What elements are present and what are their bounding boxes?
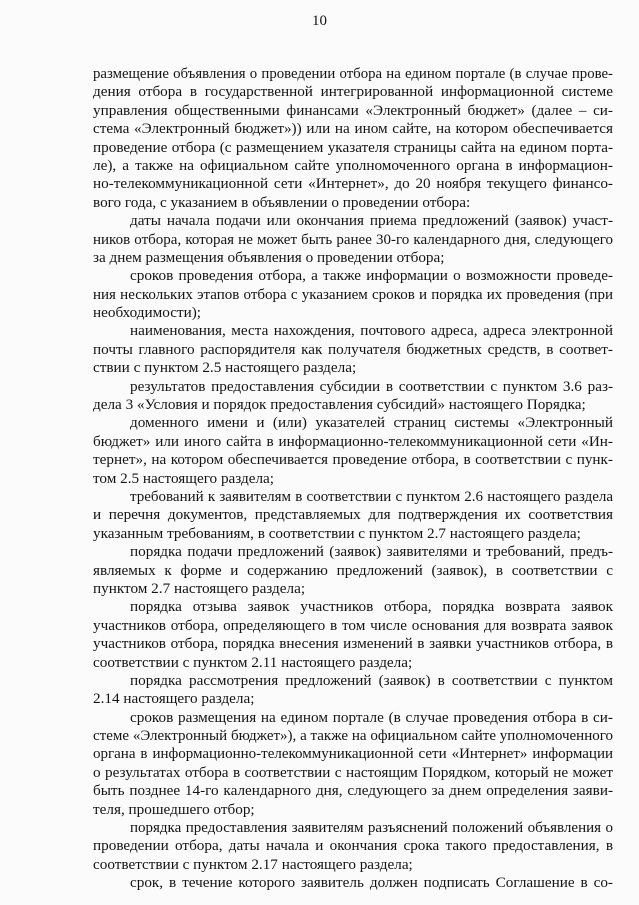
paragraph-first-line: сроков размещения на едином портале (в случае проведения отбора в си- bbox=[130, 708, 613, 726]
text-line: размещение объявления о проведении отбора на едином портале (в случае прове- bbox=[93, 66, 613, 82]
text-line: ния нескольких этапов отбора с указанием сроков и порядка их проведения (при bbox=[93, 286, 613, 303]
text-line: указанным требованиям, в соответствии с пунктом 2.7 настоящего раздела; bbox=[93, 524, 581, 542]
text-line: дела 3 «Условия и порядок предоставления субсидий» настоящего Порядка; bbox=[93, 396, 586, 414]
text-line: том 2.5 настоящего раздела; bbox=[93, 469, 275, 487]
text-line: являемых к форме и содержанию предложений (заявок), в соответствии с bbox=[93, 561, 613, 579]
paragraph-first-line: срок, в течение которого заявитель должен подписать Соглашение в со- bbox=[130, 874, 613, 892]
paragraph-first-line: даты начала подачи или окончания приема предложений (заявок) участ- bbox=[130, 212, 613, 230]
text-line: участников отбора, определяющего в том числе основания для возврата заявок bbox=[93, 616, 613, 634]
body-text bbox=[93, 65, 613, 893]
text-line: управления общественными финансами «Электронный бюджет» (далее – си- bbox=[93, 101, 613, 119]
text-line: тернет», на котором обеспечивается проведение отбора, в соответствии с пунк- bbox=[93, 451, 613, 469]
text-line: за днем размещения объявления о проведении отбора; bbox=[93, 248, 445, 266]
paragraph-first-line: наименования, места нахождения, почтового адреса, адреса электронной bbox=[130, 322, 613, 340]
text-line: вого года, с указанием в объявлении о проведении отбора: bbox=[93, 193, 471, 211]
text-line: органа в информационно-телекоммуникационной сети «Интернет» информации bbox=[93, 746, 613, 763]
paragraph-first-line: порядка рассмотрения предложений (заявок) в соответствии с пунктом bbox=[130, 671, 613, 689]
text-line: дения отбора в государственной интегрированной информационной системе bbox=[93, 83, 613, 101]
text-line: бюджет» или иного сайта в информационно-телекоммуникационной сети «Ин- bbox=[93, 432, 613, 450]
text-line: проведение отбора (с размещением указателя страницы сайта на едином порта- bbox=[93, 138, 613, 156]
paragraph-first-line: сроков проведения отбора, а также информации о возможности проведе- bbox=[130, 267, 613, 285]
text-line: почты главного распорядителя как получателя бюджетных средств, в соответ- bbox=[93, 340, 613, 358]
text-line: ле), а также на официальном сайте уполномоченного органа в информацион- bbox=[93, 156, 613, 174]
paragraph-first-line: доменного имени и (или) указателей страниц системы «Электронный bbox=[130, 414, 613, 432]
text-line: стеме «Электронный бюджет»), а также на официальном сайте уполномоченного bbox=[93, 728, 613, 745]
text-line: участников отбора, порядка внесения изменений в заявки участников отбора, в bbox=[93, 635, 613, 653]
paragraph-first-line: результатов предоставления субсидии в соответствии с пунктом 3.6 раз- bbox=[130, 377, 613, 395]
text-line: стема «Электронный бюджет»)) или на ином сайте, на котором обеспечивается bbox=[93, 120, 613, 138]
text-line: соответствии с пунктом 2.17 настоящего раздела; bbox=[93, 855, 413, 873]
paragraph-first-line: порядка подачи предложений (заявок) заявителями и требований, предъ- bbox=[130, 543, 613, 561]
text-line: быть позднее 14-го календарного дня, следующего за днем определения заяви- bbox=[93, 782, 613, 800]
paragraph-first-line: порядка предоставления заявителям разъяснений положений объявления о bbox=[130, 820, 613, 837]
page-number: 10 bbox=[312, 13, 327, 29]
text-line: теля, прошедшего отбор; bbox=[93, 800, 255, 818]
text-line: ствии с пунктом 2.5 настоящего раздела; bbox=[93, 359, 357, 377]
text-line: о результатах отбора в соответствии с настоящим Порядком, который не может bbox=[93, 763, 613, 781]
text-line: но-телекоммуникационной сети «Интернет», до 20 ноября текущего финансо- bbox=[93, 175, 613, 193]
text-line: соответствии с пунктом 2.11 настоящего раздела; bbox=[93, 653, 413, 671]
text-line: необходимости); bbox=[93, 304, 202, 322]
text-line: и перечня документов, представляемых для подтверждения их соответствия bbox=[93, 506, 613, 524]
text-line: 2.14 настоящего раздела; bbox=[93, 690, 255, 708]
paragraph-first-line: требований к заявителям в соответствии с пунктом 2.6 настоящего раздела bbox=[130, 488, 613, 505]
text-line: проведении отбора, даты начала и окончания срока такого предоставления, в bbox=[93, 837, 613, 855]
text-line: пунктом 2.7 настоящего раздела; bbox=[93, 579, 306, 597]
paragraph-first-line: порядка отзыва заявок участников отбора, порядка возврата заявок bbox=[130, 598, 613, 616]
text-line: ников отбора, которая не может быть ранее 30-го календарного дня, следующего bbox=[93, 231, 613, 248]
